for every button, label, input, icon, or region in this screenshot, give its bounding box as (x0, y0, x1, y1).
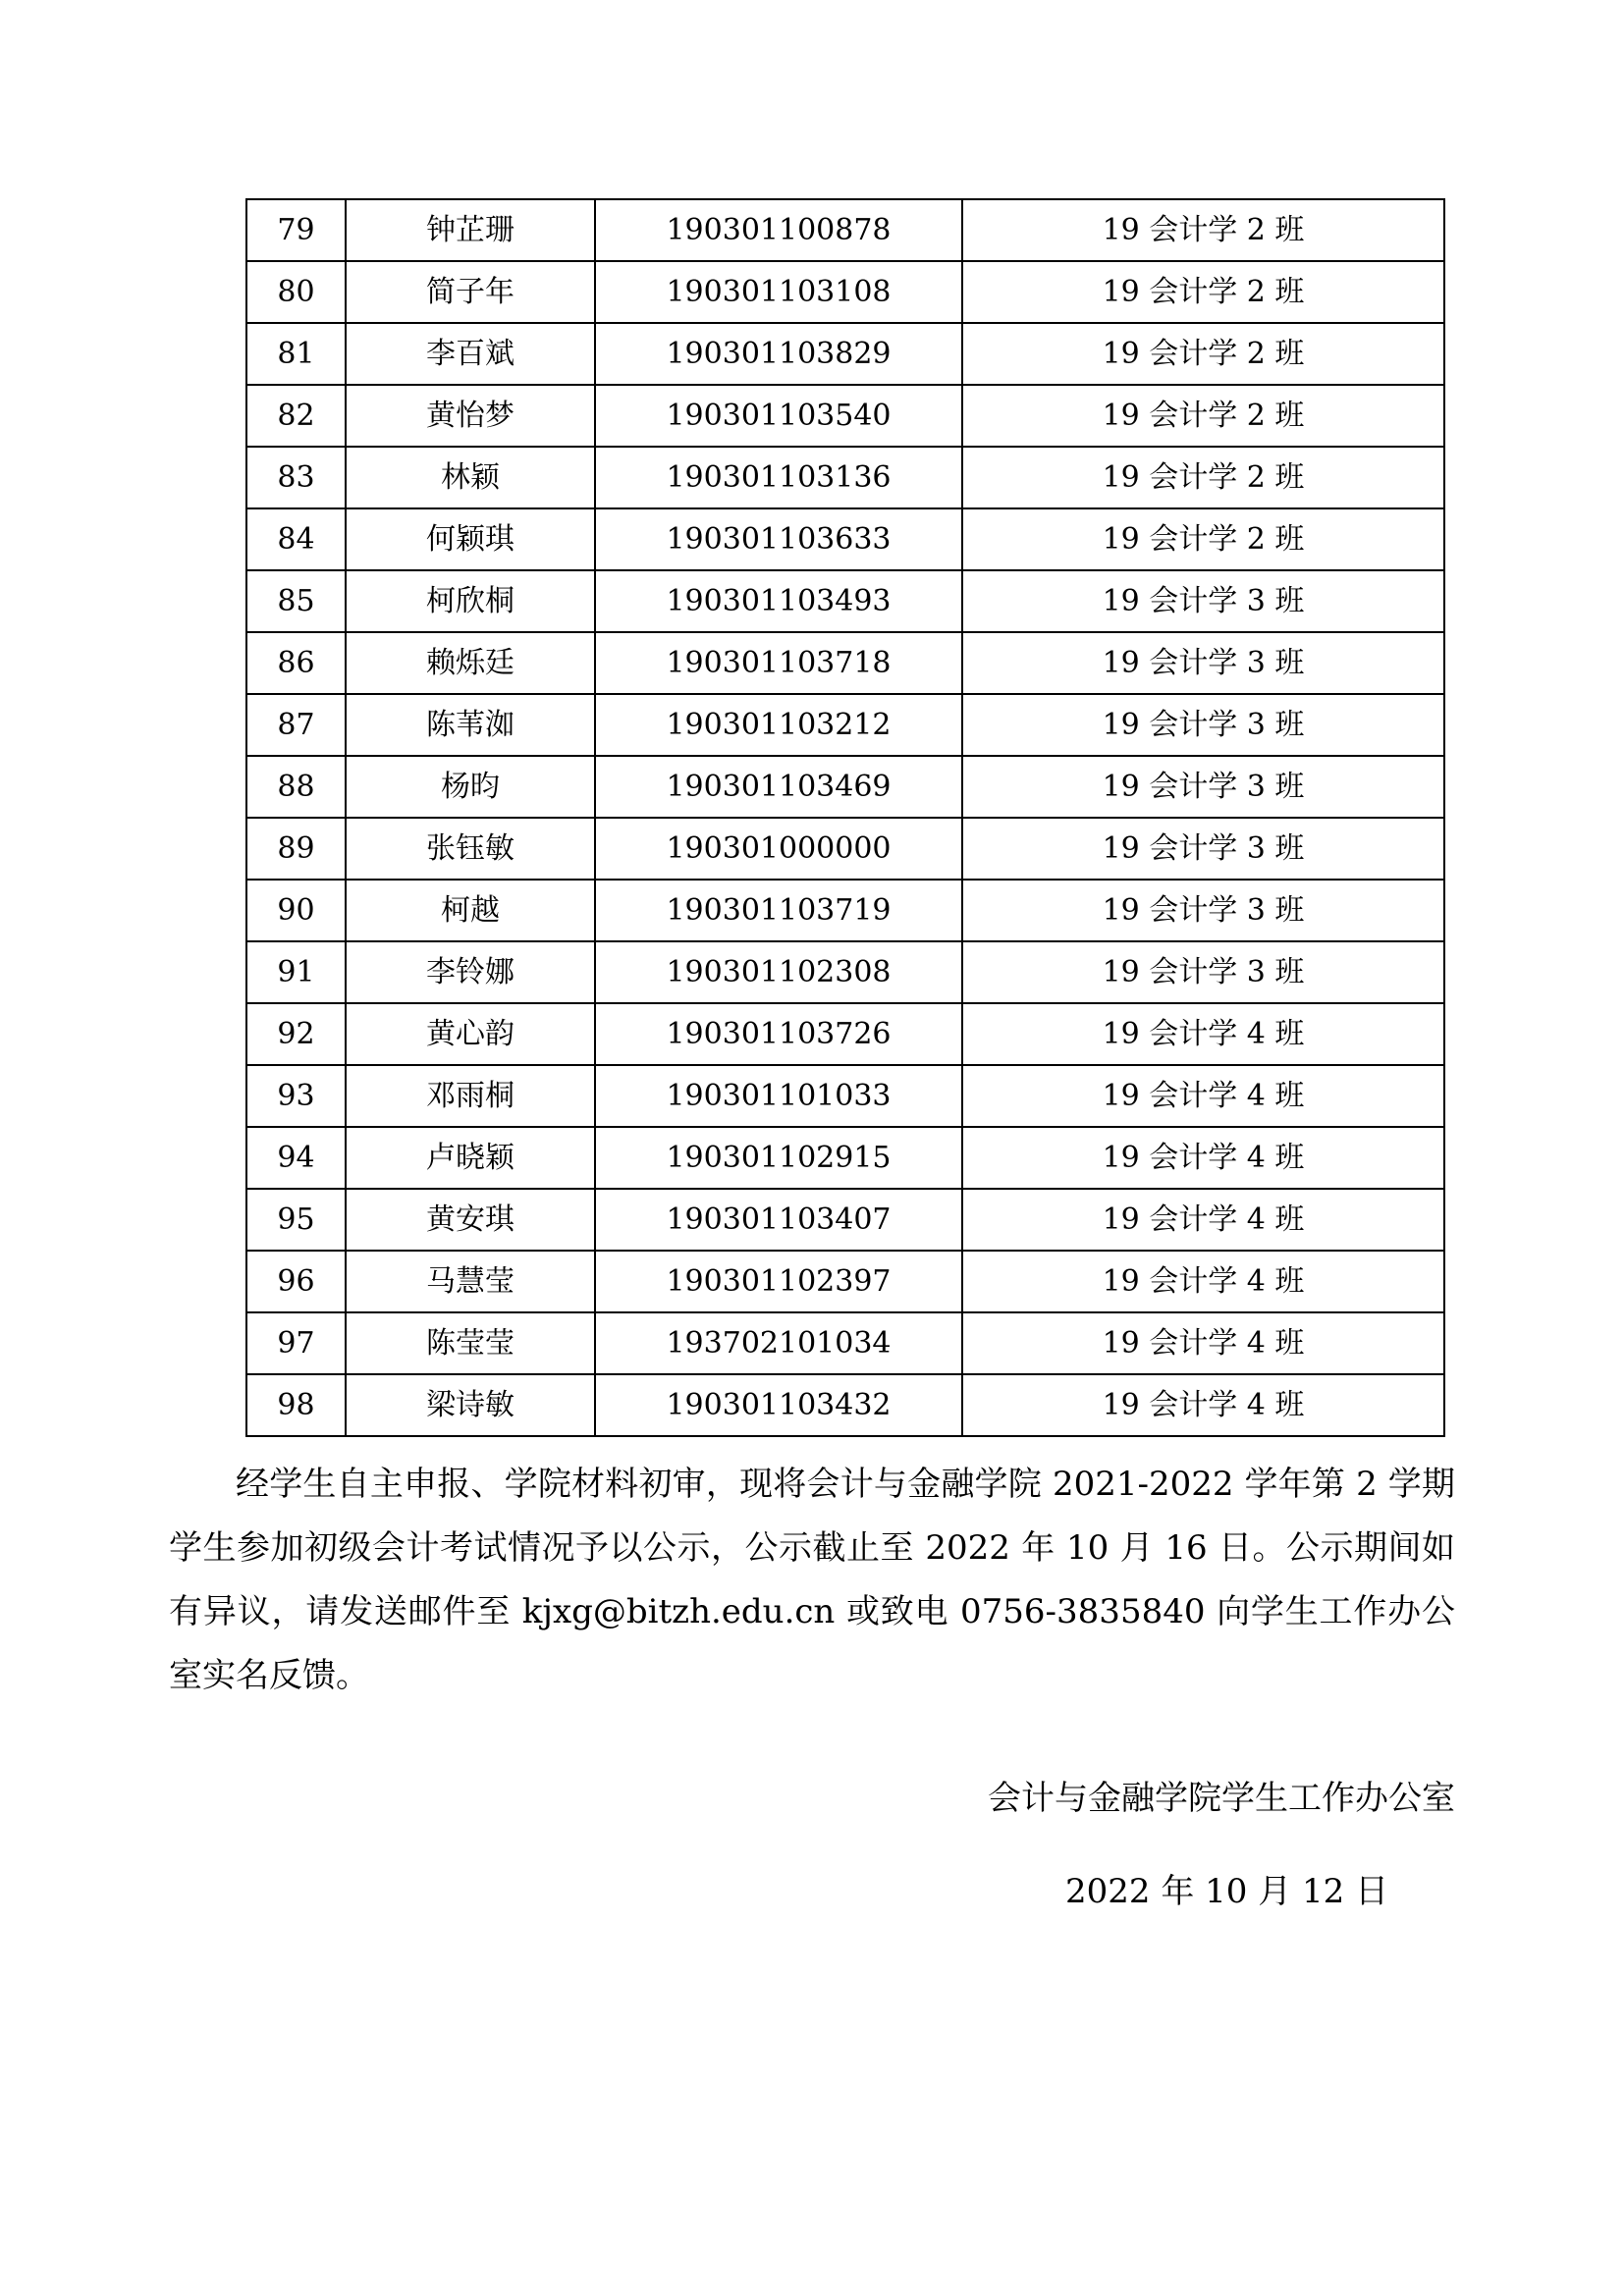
row-number: 97 (246, 1312, 346, 1374)
row-number: 90 (246, 880, 346, 941)
student-id: 190301102397 (595, 1251, 962, 1312)
row-number: 84 (246, 508, 346, 570)
student-name: 邓雨桐 (346, 1065, 595, 1127)
table-row (246, 1374, 1444, 1436)
class-name: 19 会计学 3 班 (962, 694, 1444, 756)
class-name: 19 会计学 4 班 (962, 1312, 1444, 1374)
student-name: 林颖 (346, 447, 595, 508)
signature-date: 2022 年 10 月 12 日 (1065, 1872, 1389, 1911)
student-name: 柯越 (346, 880, 595, 941)
student-id: 190301103719 (595, 880, 962, 941)
student-name: 马慧莹 (346, 1251, 595, 1312)
student-name: 李百斌 (346, 323, 595, 385)
table-row (246, 323, 1444, 385)
signature-office: 会计与金融学院学生工作办公室 (988, 1779, 1455, 1818)
class-name: 19 会计学 4 班 (962, 1003, 1444, 1065)
table-row (246, 1189, 1444, 1251)
student-id: 190301103493 (595, 570, 962, 632)
student-name: 陈苇洳 (346, 694, 595, 756)
student-name: 黄安琪 (346, 1189, 595, 1251)
student-id: 190301103718 (595, 632, 962, 694)
student-id: 190301103212 (595, 694, 962, 756)
student-id: 190301101033 (595, 1065, 962, 1127)
table-body (246, 199, 1444, 1436)
table-row (246, 632, 1444, 694)
student-list-table (245, 198, 1445, 1437)
table-row (246, 1003, 1444, 1065)
row-number: 83 (246, 447, 346, 508)
student-name: 简子年 (346, 261, 595, 323)
table-row (246, 385, 1444, 447)
row-number: 82 (246, 385, 346, 447)
row-number: 95 (246, 1189, 346, 1251)
student-name: 钟芷珊 (346, 199, 595, 261)
student-name: 黄怡梦 (346, 385, 595, 447)
class-name: 19 会计学 4 班 (962, 1065, 1444, 1127)
student-id: 190301103432 (595, 1374, 962, 1436)
table-row (246, 1312, 1444, 1374)
class-name: 19 会计学 4 班 (962, 1374, 1444, 1436)
student-id: 190301103469 (595, 756, 962, 818)
row-number: 92 (246, 1003, 346, 1065)
student-id: 190301103726 (595, 1003, 962, 1065)
row-number: 91 (246, 941, 346, 1003)
table-row (246, 818, 1444, 880)
student-name: 张钰敏 (346, 818, 595, 880)
table-row (246, 694, 1444, 756)
student-id: 190301103540 (595, 385, 962, 447)
student-id: 190301000000 (595, 818, 962, 880)
student-name: 杨昀 (346, 756, 595, 818)
class-name: 19 会计学 2 班 (962, 261, 1444, 323)
class-name: 19 会计学 3 班 (962, 756, 1444, 818)
table-row (246, 880, 1444, 941)
student-name: 黄心韵 (346, 1003, 595, 1065)
table-row (246, 1065, 1444, 1127)
class-name: 19 会计学 2 班 (962, 385, 1444, 447)
student-id: 190301102308 (595, 941, 962, 1003)
class-name: 19 会计学 2 班 (962, 199, 1444, 261)
class-name: 19 会计学 3 班 (962, 941, 1444, 1003)
row-number: 93 (246, 1065, 346, 1127)
student-name: 卢晓颖 (346, 1127, 595, 1189)
row-number: 88 (246, 756, 346, 818)
class-name: 19 会计学 3 班 (962, 632, 1444, 694)
student-name: 李铃娜 (346, 941, 595, 1003)
row-number: 79 (246, 199, 346, 261)
table-row (246, 1251, 1444, 1312)
student-name: 陈莹莹 (346, 1312, 595, 1374)
student-name: 赖烁廷 (346, 632, 595, 694)
table-row (246, 941, 1444, 1003)
row-number: 89 (246, 818, 346, 880)
notice-paragraph: 经学生自主申报、学院材料初审，现将会计与金融学院 2021-2022 学年第 2 学期学生参加初级会计考试情况予以公示，公示截止至 2022 年 10 月 16 日。公示期间如有异议，请发送邮件至 kjxg@bitzh.edu.cn 或致电 0756-3835840 向学生工作办公室实名反馈。 (169, 1465, 1455, 1695)
table-row (246, 261, 1444, 323)
row-number: 87 (246, 694, 346, 756)
student-id: 193702101034 (595, 1312, 962, 1374)
table-row (246, 1127, 1444, 1189)
table-row (246, 570, 1444, 632)
student-id: 190301103407 (595, 1189, 962, 1251)
row-number: 96 (246, 1251, 346, 1312)
class-name: 19 会计学 4 班 (962, 1189, 1444, 1251)
student-name: 梁诗敏 (346, 1374, 595, 1436)
student-id: 190301100878 (595, 199, 962, 261)
class-name: 19 会计学 3 班 (962, 570, 1444, 632)
table-row (246, 756, 1444, 818)
row-number: 86 (246, 632, 346, 694)
row-number: 94 (246, 1127, 346, 1189)
table-row (246, 447, 1444, 508)
table-row (246, 508, 1444, 570)
student-name: 柯欣桐 (346, 570, 595, 632)
class-name: 19 会计学 3 班 (962, 880, 1444, 941)
row-number: 85 (246, 570, 346, 632)
class-name: 19 会计学 2 班 (962, 447, 1444, 508)
student-id: 190301103633 (595, 508, 962, 570)
row-number: 98 (246, 1374, 346, 1436)
table-row (246, 199, 1444, 261)
class-name: 19 会计学 2 班 (962, 508, 1444, 570)
student-id: 190301102915 (595, 1127, 962, 1189)
row-number: 81 (246, 323, 346, 385)
class-name: 19 会计学 3 班 (962, 818, 1444, 880)
student-id: 190301103108 (595, 261, 962, 323)
student-id: 190301103829 (595, 323, 962, 385)
class-name: 19 会计学 4 班 (962, 1127, 1444, 1189)
class-name: 19 会计学 4 班 (962, 1251, 1444, 1312)
class-name: 19 会计学 2 班 (962, 323, 1444, 385)
student-id: 190301103136 (595, 447, 962, 508)
row-number: 80 (246, 261, 346, 323)
student-name: 何颖琪 (346, 508, 595, 570)
